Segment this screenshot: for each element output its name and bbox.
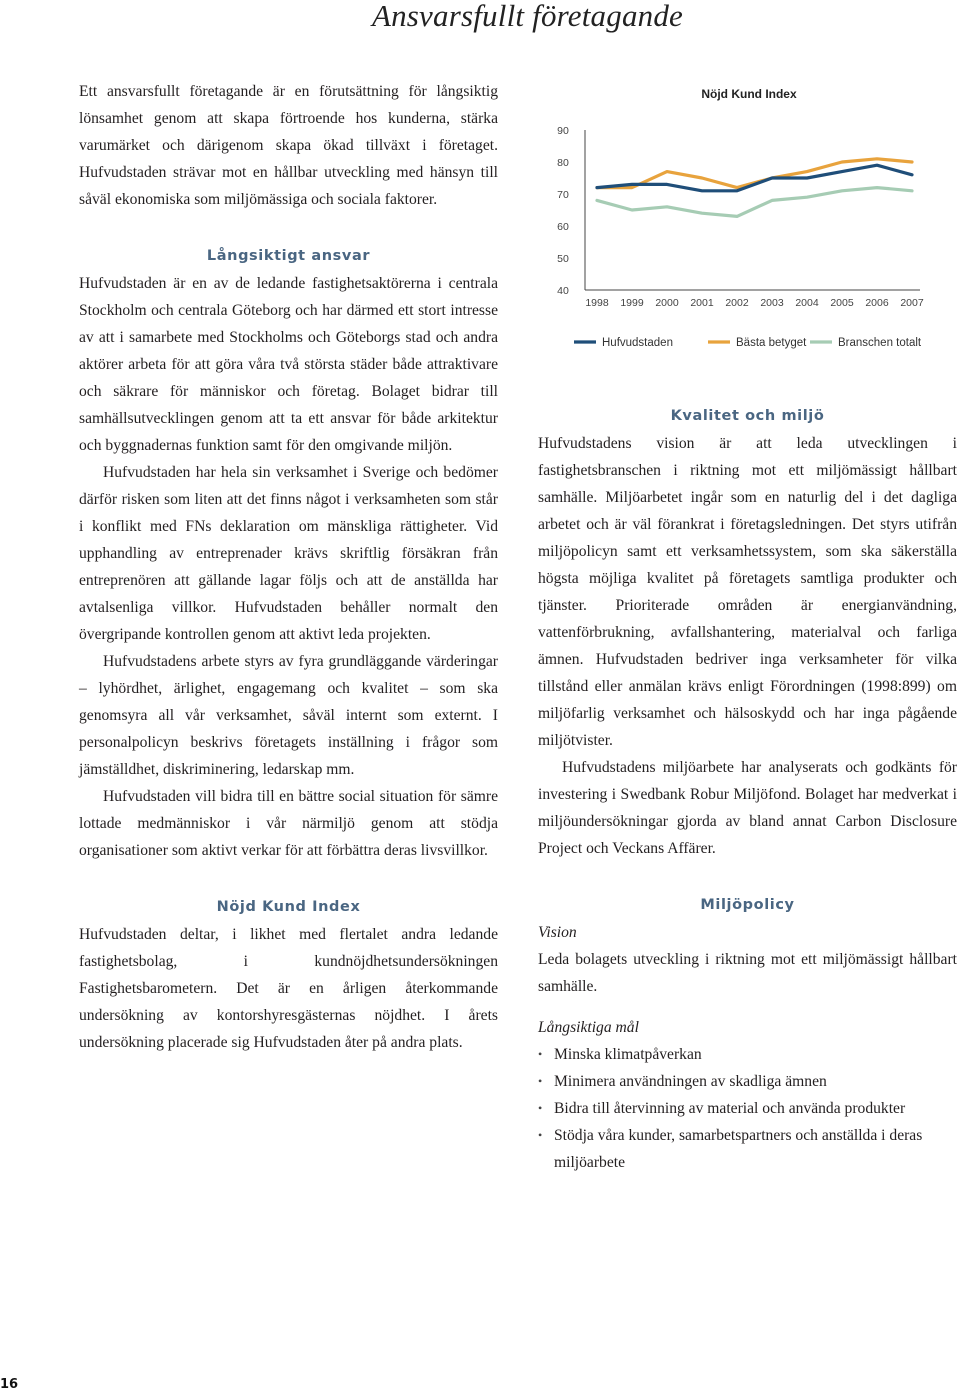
legend-label: Bästa betyget	[736, 337, 807, 349]
nki-chart-svg	[538, 80, 928, 370]
x-tick-label: 2007	[900, 297, 924, 309]
y-tick-label: 40	[557, 285, 569, 297]
x-tick-label: 2001	[690, 297, 714, 309]
legend-label: Hufvudstaden	[602, 337, 673, 349]
series-line-branschen-totalt	[597, 188, 912, 217]
y-tick-label: 90	[557, 125, 569, 137]
paragraph: Hufvudstadens miljöarbete har analyserats och godkänts för investering i Swedbank Robur Miljöfond. Bolaget har medverkat i miljöundersökningar gjorda av bland annat Carbon Disclosure Project och Veckans Affärer.	[538, 759, 957, 857]
heading-kvalitet-och-miljo: Kvalitet och miljö	[670, 408, 825, 424]
list-item: • Bidra till återvinning av material och använda produkter	[538, 1095, 957, 1122]
heading-nojd-kund-index: Nöjd Kund Index	[216, 899, 361, 915]
list-item: • Stödja våra kunder, samarbetspartners och anställda i deras miljöarbete	[538, 1122, 957, 1176]
goals-label: Långsiktiga mål	[538, 1019, 639, 1036]
y-tick-label: 80	[557, 157, 569, 169]
page-number: 16	[0, 1377, 19, 1392]
x-tick-label: 2004	[795, 297, 819, 309]
vision-label: Vision	[538, 924, 577, 941]
y-tick-label: 60	[557, 221, 569, 233]
x-tick-label: 1999	[620, 297, 644, 309]
nki-chart	[538, 80, 928, 370]
heading-miljopolicy: Miljöpolicy	[700, 897, 795, 913]
list-item: • Minska klimatpåverkan	[538, 1041, 957, 1068]
page-title: Ansvarsfullt företagande	[371, 0, 683, 33]
x-tick-label: 2000	[655, 297, 679, 309]
paragraph: Hufvudstadens vision är att leda utvecklingen i fastighetsbranschen i riktning mot ett miljömässigt hållbart samhälle. Miljöarbetet ingår som en naturlig del i det dagliga arbetet och är väl förankrat i företagsledningen. Det styrs utifrån miljöpolicyn samt ett verksamhetssystem, som ska säkerställa högsta möjliga kvalitet på företagets samtliga produkter och tjänster. Prioriterade områden är energianvändning, vattenförbrukning, avfallshantering, materialval och farliga ämnen. Hufvudstaden bedriver inga verksamheter för vilka tillstånd eller anmälan krävs enligt Förordningen (1998:899) om miljöfarlig verksamhet och hälsoskydd och har inga pågående miljötvister.	[538, 435, 957, 749]
intro-paragraph: Ett ansvarsfullt företagande är en förutsättning för långsiktig lönsamhet genom att skapa förtroende hos kunderna, stärka varumärket och därigenom skapa ökad tillväxt i företaget. Hufvudstaden strävar mot en hållbar utveckling med hänsyn till såväl ekonomiska som miljömässiga och sociala faktorer.	[79, 83, 498, 208]
y-tick-label: 50	[557, 253, 569, 265]
series-line-hufvudstaden	[597, 165, 912, 191]
chart-title: Nöjd Kund Index	[701, 87, 797, 101]
goals-list	[538, 1041, 957, 1176]
paragraph: Hufvudstaden deltar, i likhet med flertalet andra ledande fastighetsbolag, i kundnöjdhetsundersökningen Fastighetsbarometern. Det är en årligen återkommande undersökning av kontorshyresgästernas nöjdhet. I årets undersökning placerade sig Hufvudstaden åter på andra plats.	[79, 926, 498, 1051]
y-tick-label: 70	[557, 189, 569, 201]
heading-langsiktigt-ansvar: Långsiktigt ansvar	[206, 248, 371, 264]
paragraph: Hufvudstadens arbete styrs av fyra grundläggande värderingar – lyhördhet, ärlighet, engagemang och kvalitet – som ska genomsyra all vår verksamhet, såväl internt som externt. I personalpolicyn beskrivs företagets inställning i frågor som jämställdhet, diskriminering, ledarskap mm.	[79, 653, 498, 778]
paragraph: Hufvudstaden är en av de ledande fastighetsaktörerna i centrala Stockholm och centrala Göteborg och har därmed ett stort intresse av att i samarbete med Stockholms och Göteborgs stad och andra aktörer arbeta för att göra våra två största städer både attraktivare och säkrare för människor och företag. Bolaget bidrar till samhällsutvecklingen genom att ta ett ansvar för både arkitektur och byggnadernas funktion samt för den omgivande miljön.	[79, 275, 498, 454]
paragraph: Hufvudstaden vill bidra till en bättre social situation för sämre lottade medmänniskor i vår närmiljö genom att stödja organisationer som aktivt verkar för att förbättra deras livsvillkor.	[79, 788, 498, 859]
left-column	[79, 78, 498, 1056]
right-column	[538, 403, 957, 1176]
vision-text: Leda bolagets utveckling i riktning mot ett miljömässigt hållbart samhälle.	[538, 951, 957, 995]
legend-label: Branschen totalt	[838, 337, 922, 349]
paragraph: Hufvudstaden har hela sin verksamhet i Sverige och bedömer därför risken som liten att det finns något i verksamheten som står i konflikt med FNs deklaration om mänskliga rättigheter. Vid upphandling av entreprenader krävs skriftlig försäkran från entreprenören att gällande lagar följs och att de anställda har avtalsenliga villkor. Hufvudstaden behåller normalt den övergripande kontrollen genom att aktivt leda projekten.	[79, 464, 498, 643]
x-tick-label: 2003	[760, 297, 784, 309]
list-item: • Minimera användningen av skadliga ämnen	[538, 1068, 957, 1095]
x-tick-label: 2006	[865, 297, 889, 309]
x-tick-label: 2005	[830, 297, 854, 309]
x-tick-label: 1998	[585, 297, 609, 309]
x-tick-label: 2002	[725, 297, 749, 309]
